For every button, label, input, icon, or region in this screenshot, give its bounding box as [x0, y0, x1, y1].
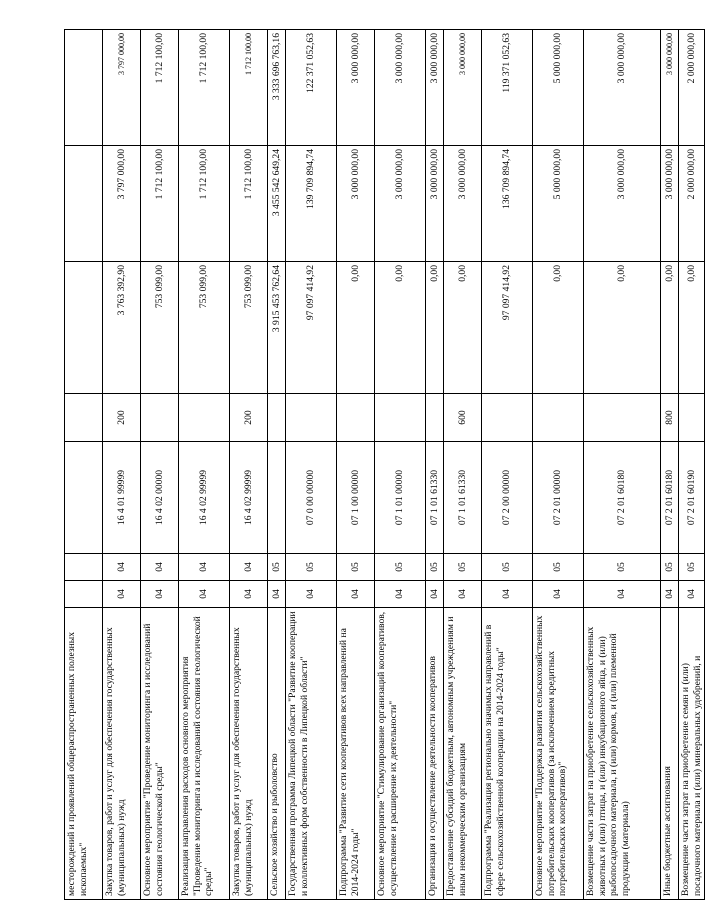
amount-year-2-cell: 3 000 000,00 [375, 146, 426, 262]
target-article-cell: 07 2 00 00000 [482, 442, 533, 554]
amount-year-2-cell: 3 000 000,00 [426, 146, 444, 262]
target-article-cell: 07 2 01 00000 [533, 442, 584, 554]
amount-year-3-cell: 3 000 000,00 [444, 30, 482, 146]
expense-type-cell: 800 [661, 394, 679, 442]
amount-year-3-cell: 1 712 100,00 [179, 30, 230, 146]
amount-year-1-cell: 3 915 453 762,64 [268, 262, 286, 394]
subsection-code-cell: 05 [375, 554, 426, 581]
target-article-cell: 07 0 00 00000 [286, 442, 337, 554]
amount-year-2-cell: 3 000 000,00 [444, 146, 482, 262]
target-article-cell: 16 4 02 99999 [230, 442, 268, 554]
target-article-cell: 16 4 02 99999 [179, 442, 230, 554]
amount-year-3-cell: 5 000 000,00 [533, 30, 584, 146]
amount-year-3-cell: 3 000 000,00 [426, 30, 444, 146]
table-row [426, 30, 444, 900]
table-row [482, 30, 533, 900]
row-name-cell: Реализация направления расходов основного мероприятия "Проведение мониторинга и исследований состояния геологической среды" [179, 608, 230, 900]
amount-year-1-cell: 97 097 414,92 [482, 262, 533, 394]
section-code-cell: 04 [268, 581, 286, 608]
subsection-code-cell: 05 [268, 554, 286, 581]
section-code-cell: 04 [179, 581, 230, 608]
subsection-code-cell: 05 [426, 554, 444, 581]
row-name-cell: Основное мероприятие "Поддержка развития сельскохозяйственных потребительских кооперативов (за исключением кредитных потребительских кооперативов)" [533, 608, 584, 900]
subsection-code-cell: 05 [533, 554, 584, 581]
subsection-code-cell: 04 [103, 554, 141, 581]
table-row [337, 30, 375, 900]
section-code-cell: 04 [661, 581, 679, 608]
amount-year-1-cell: 0,00 [584, 262, 661, 394]
amount-year-3-cell: 3 333 696 763,16 [268, 30, 286, 146]
subsection-code-cell: 05 [584, 554, 661, 581]
section-code-cell: 04 [375, 581, 426, 608]
amount-year-3-cell: 1 712 100,00 [230, 30, 268, 146]
section-code-cell [65, 581, 103, 608]
row-name-cell: Подпрограмма "Реализация регионально значимых направлений в сфере сельскохозяйственной кооперации на 2014-2024 годы" [482, 608, 533, 900]
expense-type-cell: 600 [444, 394, 482, 442]
amount-year-1-cell: 0,00 [679, 262, 705, 394]
expense-type-cell: 200 [230, 394, 268, 442]
amount-year-1-cell: 0,00 [661, 262, 679, 394]
target-article-cell: 07 1 01 00000 [375, 442, 426, 554]
row-name-cell: Иные бюджетные ассигнования [661, 608, 679, 900]
amount-year-1-cell: 0,00 [426, 262, 444, 394]
section-code-cell: 04 [230, 581, 268, 608]
amount-year-2-cell: 1 712 100,00 [230, 146, 268, 262]
section-code-cell: 04 [533, 581, 584, 608]
target-article-cell: 07 2 01 60180 [584, 442, 661, 554]
amount-year-3-cell: 119 371 052,63 [482, 30, 533, 146]
amount-year-1-cell: 753 099,00 [141, 262, 179, 394]
amount-year-3-cell [65, 30, 103, 146]
amount-year-2-cell: 3 455 542 649,24 [268, 146, 286, 262]
expense-type-cell [65, 394, 103, 442]
amount-year-1-cell: 753 099,00 [179, 262, 230, 394]
expense-type-cell [533, 394, 584, 442]
table-row [375, 30, 426, 900]
subsection-code-cell: 05 [286, 554, 337, 581]
table-row [103, 30, 141, 900]
amount-year-2-cell [65, 146, 103, 262]
table-row [444, 30, 482, 900]
table-row [533, 30, 584, 900]
target-article-cell [268, 442, 286, 554]
amount-year-1-cell: 0,00 [444, 262, 482, 394]
expense-type-cell [426, 394, 444, 442]
section-code-cell: 04 [337, 581, 375, 608]
section-code-cell: 04 [444, 581, 482, 608]
target-article-cell: 07 1 01 61330 [444, 442, 482, 554]
amount-year-2-cell: 1 712 100,00 [179, 146, 230, 262]
amount-year-1-cell: 0,00 [337, 262, 375, 394]
amount-year-2-cell: 5 000 000,00 [533, 146, 584, 262]
subsection-code-cell: 05 [482, 554, 533, 581]
target-article-cell: 16 4 02 00000 [141, 442, 179, 554]
target-article-cell: 07 2 01 60180 [661, 442, 679, 554]
amount-year-2-cell: 3 000 000,00 [584, 146, 661, 262]
section-code-cell: 04 [679, 581, 705, 608]
amount-year-1-cell: 753 099,00 [230, 262, 268, 394]
row-name-cell: Закупка товаров, работ и услуг для обеспечения государственных (муниципальных) нужд [103, 608, 141, 900]
amount-year-3-cell: 3 000 000,00 [661, 30, 679, 146]
amount-year-2-cell: 3 000 000,00 [661, 146, 679, 262]
target-article-cell [65, 442, 103, 554]
subsection-code-cell: 05 [661, 554, 679, 581]
row-name-cell: Основное мероприятие "Стимулирование организаций кооперативов, осуществление и расширение их деятельности" [375, 608, 426, 900]
amount-year-1-cell: 0,00 [533, 262, 584, 394]
row-name-cell: Государственная программа Липецкой области "Развитие кооперации и коллективных форм собственности в Липецкой области" [286, 608, 337, 900]
table-row [268, 30, 286, 900]
subsection-code-cell: 05 [337, 554, 375, 581]
target-article-cell: 16 4 01 99999 [103, 442, 141, 554]
amount-year-1-cell: 97 097 414,92 [286, 262, 337, 394]
row-name-cell: Подпрограмма "Развитие сети кооперативов всех направлений на 2014-2024 годы" [337, 608, 375, 900]
target-article-cell: 07 2 01 60190 [679, 442, 705, 554]
amount-year-1-cell: 0,00 [375, 262, 426, 394]
table-row [179, 30, 230, 900]
subsection-code-cell: 04 [141, 554, 179, 581]
section-code-cell: 04 [103, 581, 141, 608]
amount-year-2-cell: 136 709 894,74 [482, 146, 533, 262]
section-code-cell: 04 [482, 581, 533, 608]
row-name-cell: Основное мероприятие "Проведение мониторинга и исследований состояния геологической среды" [141, 608, 179, 900]
subsection-code-cell: 05 [679, 554, 705, 581]
expense-type-cell [375, 394, 426, 442]
amount-year-1-cell: 3 763 392,90 [103, 262, 141, 394]
expense-type-cell [179, 394, 230, 442]
target-article-cell: 07 1 01 61330 [426, 442, 444, 554]
section-code-cell: 04 [286, 581, 337, 608]
table-body [65, 30, 705, 900]
amount-year-3-cell: 3 000 000,00 [584, 30, 661, 146]
subsection-code-cell [65, 554, 103, 581]
amount-year-3-cell: 122 371 052,63 [286, 30, 337, 146]
section-code-cell: 04 [426, 581, 444, 608]
row-name-cell: Закупка товаров, работ и услуг для обеспечения государственных (муниципальных) нужд [230, 608, 268, 900]
section-code-cell: 04 [584, 581, 661, 608]
expense-type-cell [482, 394, 533, 442]
table-row [230, 30, 268, 900]
amount-year-3-cell: 2 000 000,00 [679, 30, 705, 146]
table-row [584, 30, 661, 900]
section-code-cell: 04 [141, 581, 179, 608]
row-name-cell: Возмещение части затрат на приобретение сельскохозяйственных животных и (или) птицы, и (или) инкубационного яйца, и (или) рыбопосадочного материала, и (или) кормов, и (или) племенной продукции (материала) [584, 608, 661, 900]
expense-type-cell [141, 394, 179, 442]
subsection-code-cell: 04 [179, 554, 230, 581]
amount-year-3-cell: 3 797 000,00 [103, 30, 141, 146]
subsection-code-cell: 05 [444, 554, 482, 581]
expense-type-cell [679, 394, 705, 442]
budget-table [64, 29, 705, 900]
table-row [661, 30, 679, 900]
table-row [65, 30, 103, 900]
table-row [141, 30, 179, 900]
expense-type-cell [337, 394, 375, 442]
expense-type-cell [268, 394, 286, 442]
amount-year-3-cell: 1 712 100,00 [141, 30, 179, 146]
target-article-cell: 07 1 00 00000 [337, 442, 375, 554]
amount-year-2-cell: 2 000 000,00 [679, 146, 705, 262]
amount-year-2-cell: 3 797 000,00 [103, 146, 141, 262]
amount-year-2-cell: 1 712 100,00 [141, 146, 179, 262]
amount-year-2-cell: 139 709 894,74 [286, 146, 337, 262]
table-row [286, 30, 337, 900]
subsection-code-cell: 04 [230, 554, 268, 581]
amount-year-2-cell: 3 000 000,00 [337, 146, 375, 262]
row-name-cell: Сельское хозяйство и рыболовство [268, 608, 286, 900]
expense-type-cell [286, 394, 337, 442]
row-name-cell: Организация и осуществление деятельности кооперативов [426, 608, 444, 900]
expense-type-cell: 200 [103, 394, 141, 442]
expense-type-cell [584, 394, 661, 442]
row-name-cell: Возмещение части затрат на приобретение семян и (или) посадочного материала и (или) минеральных удобрений, и [679, 608, 705, 900]
amount-year-1-cell [65, 262, 103, 394]
table-row [679, 30, 705, 900]
amount-year-3-cell: 3 000 000,00 [375, 30, 426, 146]
rotated-page [64, 30, 703, 900]
amount-year-3-cell: 3 000 000,00 [337, 30, 375, 146]
row-name-cell: Предоставление субсидий бюджетным, автономным учреждениям и иным некоммерческим организациям [444, 608, 482, 900]
row-name-cell: месторождений и проявлений общераспространенных полезных ископаемых" [65, 608, 103, 900]
